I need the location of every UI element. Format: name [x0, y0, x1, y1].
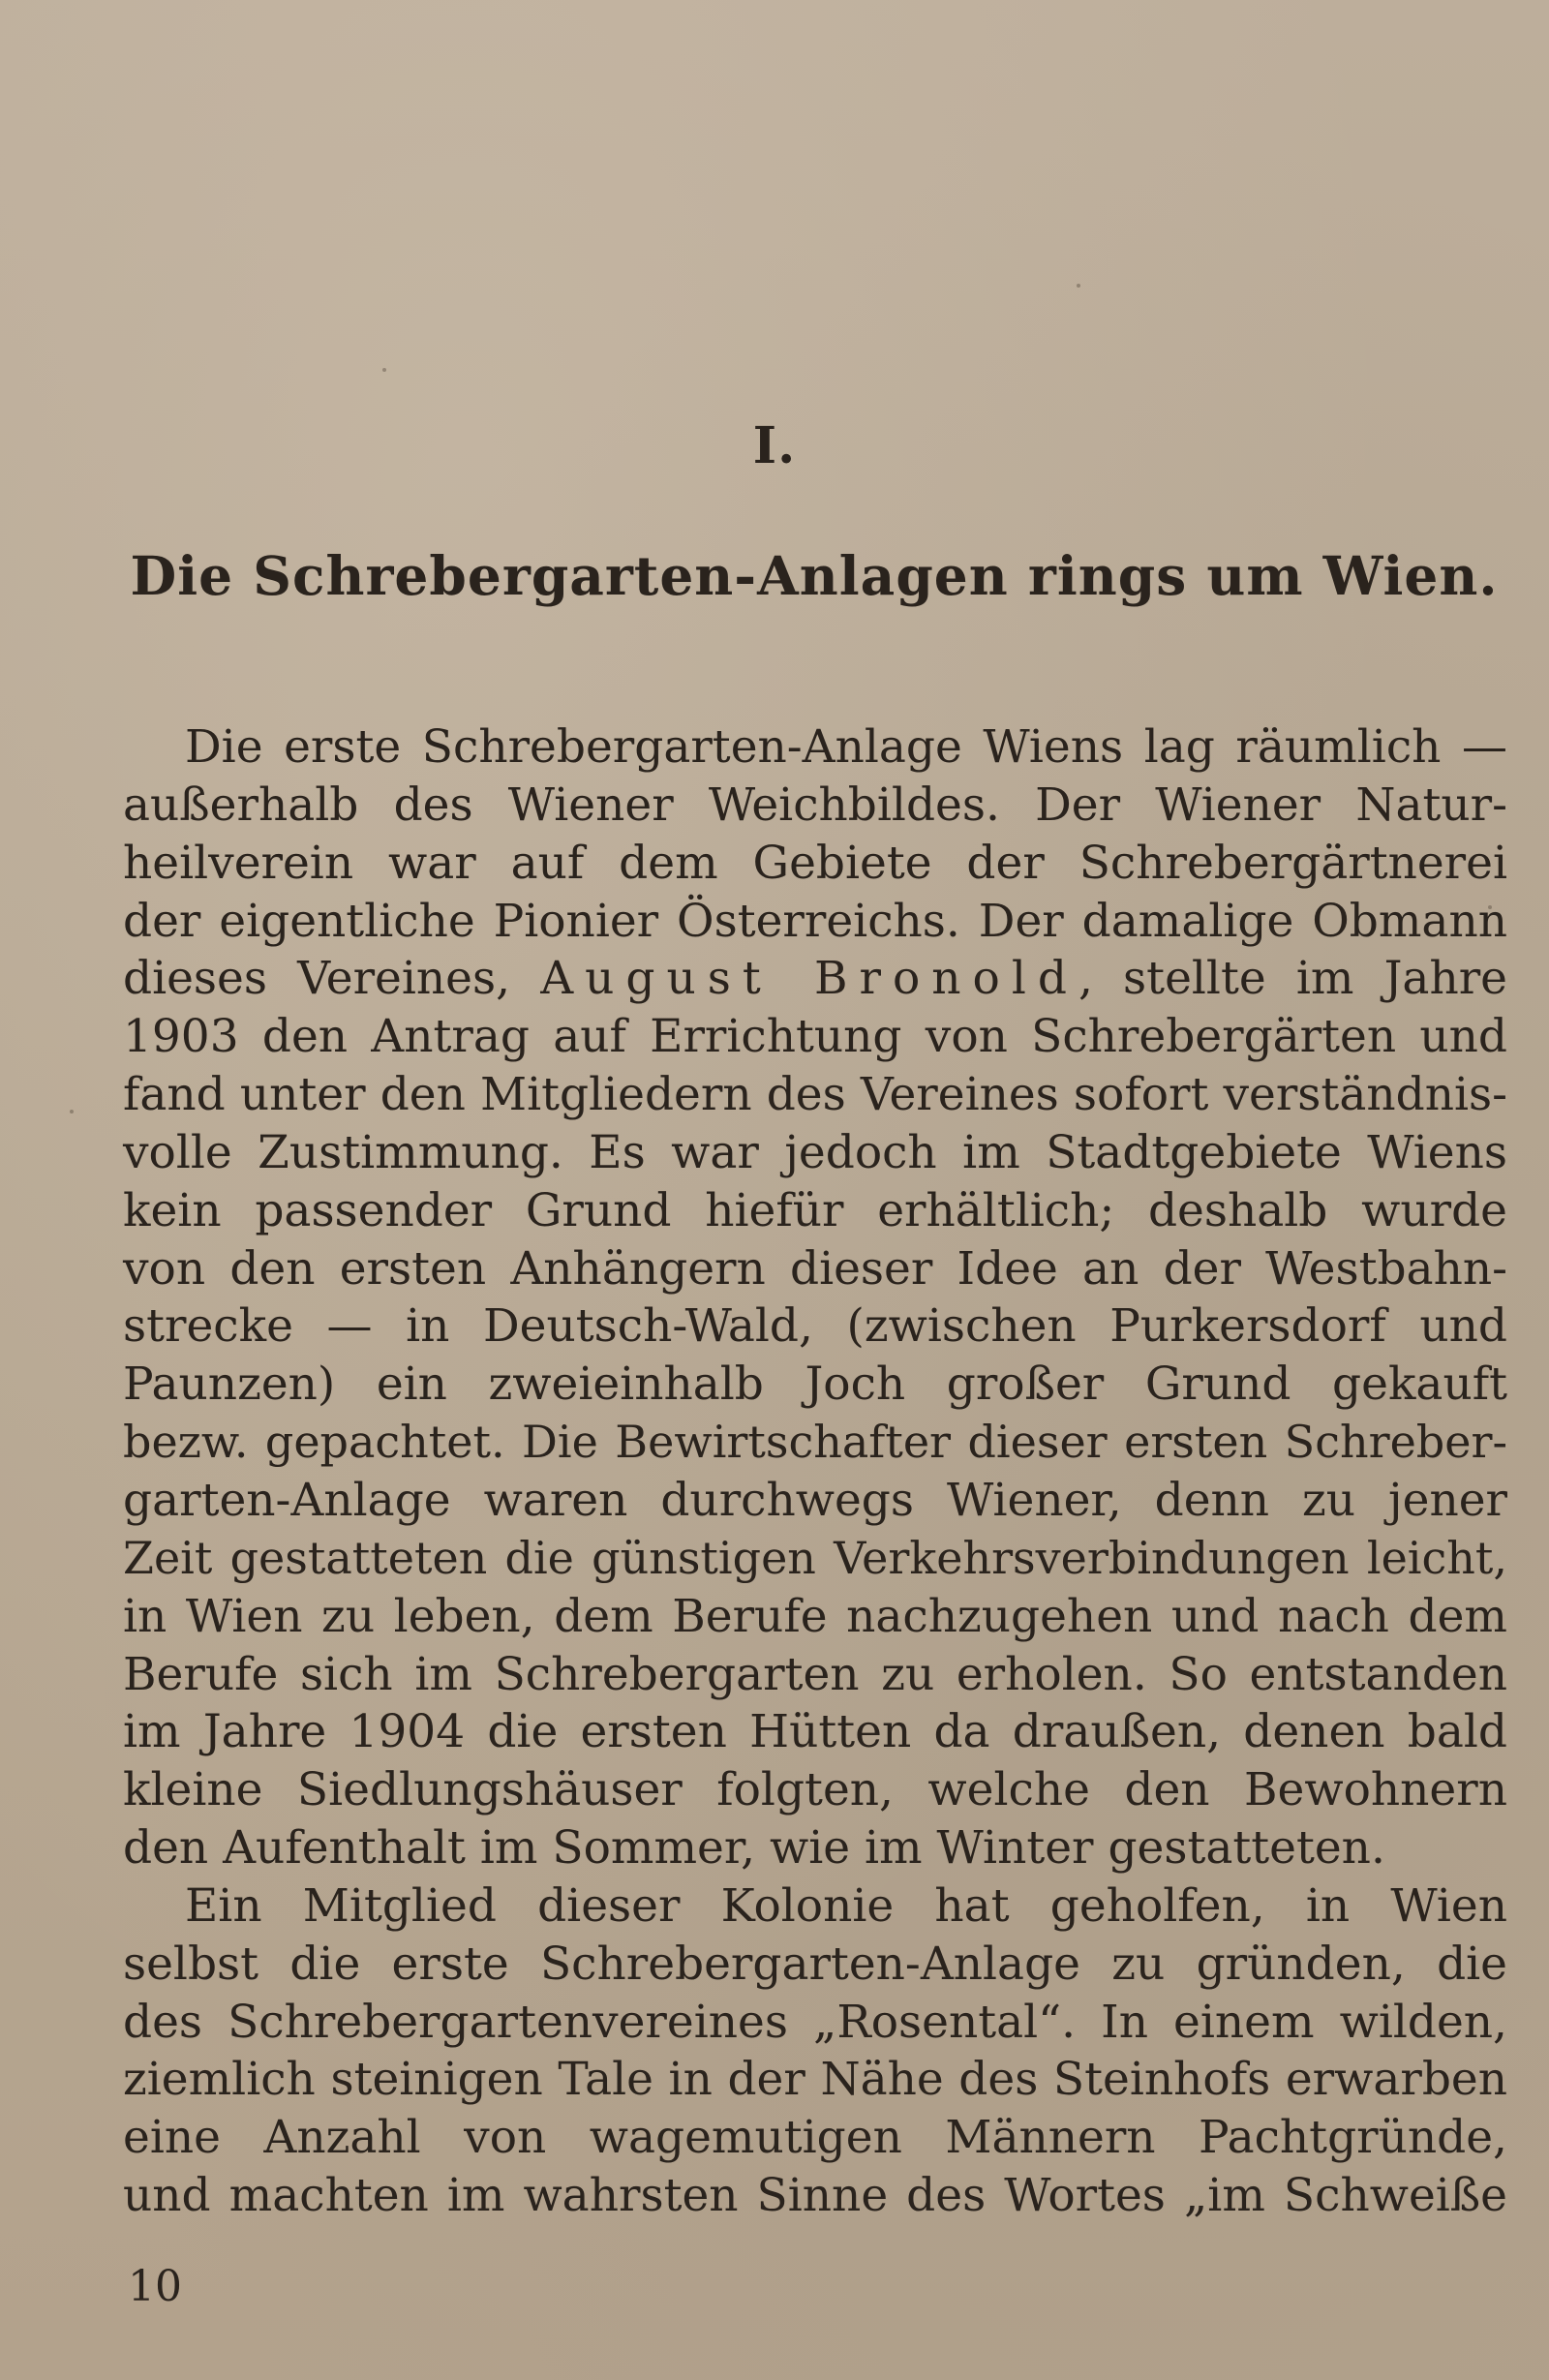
text-line: 1903 den Antrag auf Errichtung von Schrebergärten und: [123, 1010, 1507, 1064]
text-line: der eigentliche Pionier Österreichs. Der damalige Obmann: [123, 894, 1507, 948]
text-line: fand unter den Mitgliedern des Vereines sofort verständnis-: [123, 1068, 1507, 1122]
text-line: von den ersten Anhängern dieser Idee an der Westbahn-: [123, 1241, 1507, 1296]
text-line: des Schrebergartenvereines „Rosental“. In einem wilden,: [123, 1995, 1507, 2049]
paper-speck: [70, 1110, 74, 1114]
text-segment: , stellte im Jahre: [1078, 952, 1507, 1006]
text-line: bezw. gepachtet. Die Bewirtschafter dieser ersten Schreber-: [123, 1416, 1507, 1469]
text-segment: dieses Vereines,: [123, 952, 541, 1006]
text-line: im Jahre 1904 die ersten Hütten da draußen, denen bald: [123, 1705, 1507, 1759]
text-line: außerhalb des Wiener Weichbildes. Der Wiener Natur-: [123, 778, 1507, 832]
chapter-title: Die Schrebergarten-Anlagen rings um Wien.: [130, 544, 1499, 607]
body-text: [123, 718, 1507, 2225]
text-line: kleine Siedlungshäuser folgten, welche den Bewohnern: [123, 1763, 1507, 1817]
text-line: kein passender Grund hiefür erhältlich; deshalb wurde: [123, 1183, 1507, 1237]
text-line: in Wien zu leben, dem Berufe nachzugehen und nach dem: [123, 1589, 1507, 1643]
text-line: ziemlich steinigen Tale in der Nähe des Steinhofs erwarben: [123, 2053, 1507, 2107]
text-line: Die erste Schrebergarten-Anlage Wiens lag räumlich —: [185, 720, 1507, 774]
paper-speck: [382, 368, 386, 372]
text-line: eine Anzahl von wagemutigen Männern Pachtgründe,: [123, 2111, 1507, 2165]
text-line: und machten im wahrsten Sinne des Wortes „im Schweiße: [123, 2169, 1507, 2223]
text-line: Berufe sich im Schrebergarten zu erholen. So entstanden: [123, 1647, 1507, 1701]
text-line: selbst die erste Schrebergarten-Anlage zu gründen, die: [123, 1937, 1507, 1991]
text-line: strecke — in Deutsch-Wald, (zwischen Purkersdorf und: [123, 1299, 1507, 1354]
text-line: [123, 950, 1507, 1008]
text-line: garten-Anlage waren durchwegs Wiener, denn zu jener: [123, 1473, 1507, 1527]
text-line: Zeit gestatteten die günstigen Verkehrsverbindungen leicht,: [123, 1531, 1507, 1584]
page-number: 10: [128, 2262, 182, 2311]
paper-speck: [1077, 284, 1080, 288]
text-line: Ein Mitglied dieser Kolonie hat geholfen, in Wien: [185, 1878, 1507, 1933]
person-name: August Bronold: [540, 952, 1078, 1006]
text-line: den Aufenthalt im Sommer, wie im Winter gestatteten.: [123, 1821, 1385, 1876]
text-line: Paunzen) ein zweieinhalb Joch großer Grund gekauft: [123, 1358, 1507, 1412]
chapter-number: I.: [752, 416, 797, 475]
text-line: volle Zustimmung. Es war jedoch im Stadtgebiete Wiens: [123, 1125, 1507, 1179]
text-line: heilverein war auf dem Gebiete der Schrebergärtnerei: [123, 836, 1507, 890]
